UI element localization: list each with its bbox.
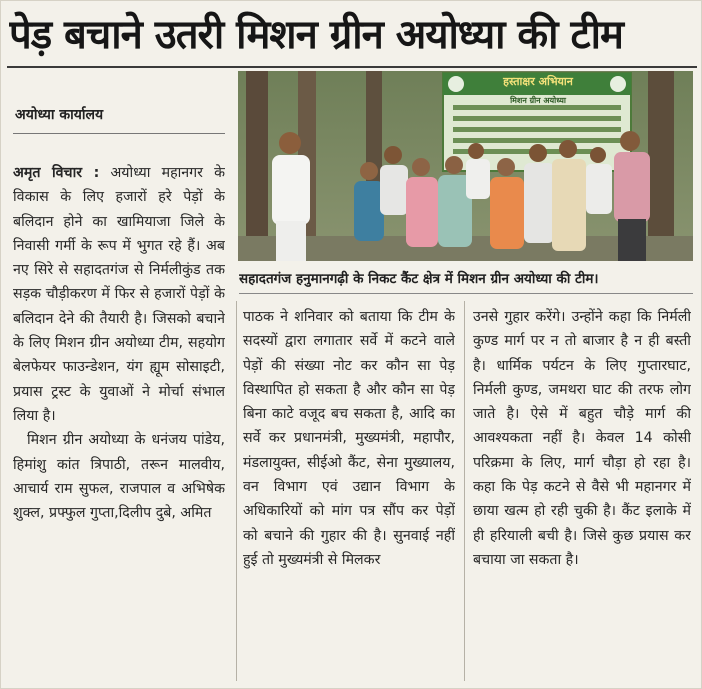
article-paragraph: मिशन ग्रीन अयोध्या के धनंजय पांडेय, हिमांशु कांत त्रिपाठी, तरून मालवीय, आचार्य राम सुफल, राजपाल व अभिषेक शुक्ल, प्रफ्फुल गुप्ता,दिलीप दुबे, अमित (13, 432, 225, 522)
person (406, 158, 438, 247)
banner-subtitle: मिशन ग्रीन अयोध्या (510, 96, 566, 105)
person (552, 140, 586, 251)
person (354, 162, 384, 241)
headline: पेड़ बचाने उतरी मिशन ग्रीन अयोध्या की टीम (9, 12, 623, 58)
article-lead: अमृत विचार : (13, 165, 100, 181)
headline-rule (7, 66, 697, 68)
dateline: अयोध्या कार्यालय (15, 107, 104, 123)
article-paragraph: अयोध्या महानगर के विकास के लिए हजारों हरे पेड़ों के बलिदान होने का खामियाजा जिले के निवासी गर्मी के रूप में भुगत रहे हैं। अब नए सिरे से सहादतगंज से निर्मलीकुंड तक सड़क चौड़ीकरण में फिर से हजारों पेड़ों के बलिदान देने की तैयारी है। जिसको बचाने के लिए मिशन ग्रीन अयोध्या टीम, सहयोग बेलफेयर फाउन्डेशन, यंग ह्यूम सोसाइटी, प्रयास ट्रस्ट के युवाओं ने मोर्चा संभाल लिया है। (13, 165, 225, 424)
news-photo (238, 71, 693, 261)
person (490, 158, 524, 249)
caption-rule (239, 293, 693, 294)
article-column-3 (473, 305, 691, 685)
photo-caption: सहादतगंज हनुमानगढ़ी के निकट कैंट क्षेत्र में मिशन ग्रीन अयोध्या की टीम। (239, 271, 599, 287)
person (614, 131, 650, 261)
article-paragraph: पाठक ने शनिवार को बताया कि टीम के सदस्यों द्वारा लगातार सर्वे में कटने वाले पेड़ों की संख्या नोट कर कौन सा पेड़ विस्थापित हो सकता है और कौन सा पेड़ बिना काटे वजूद बच सकता है, आदि का सर्वे कर प्रधानमंत्री, मुख्यमंत्री, महापौर, मंडलायुक्त, सीईओ कैंट, सेना मुख्यालय, वन विभाग एवं उद्यान विभाग के अधिकारियों को मांग पत्र सौंप कर पेड़ों को बचाने की गुहार की है। सुनवाई नहीं हुई तो मुख्यमंत्री से मिलकर (243, 309, 455, 568)
person (380, 146, 408, 215)
column-divider (236, 301, 237, 681)
people-group (238, 71, 693, 261)
person (272, 132, 310, 261)
article-column-1 (13, 161, 225, 686)
banner-title: हस्ताक्षर अभियान (503, 75, 573, 88)
person (524, 144, 554, 243)
article-column-2 (243, 305, 455, 685)
column-divider (464, 301, 465, 681)
person (466, 143, 490, 199)
article-paragraph: उनसे गुहार करेंगे। उन्होंने कहा कि निर्मली कुण्ड मार्ग पर न तो बाजार है न ही बस्ती है। धार्मिक पर्यटन के लिए गुप्तारघाट, निर्मली कुण्ड, जमथरा घाट की तरफ लोग जाते है। ऐसे में बहुत चौड़े मार्ग की आवश्यकता नहीं है। केवल 14 कोसी परिक्रमा के लिए, मार्ग चौड़ा हो रहा है। कहा कि पेड़ कटने से वैसे भी महानगर में छाया खत्म हो रही चुकी है। कैंट इलाके में ही हरियाली बची है। जिसे कुछ प्रयास कर बचाया जा सकता है। (473, 309, 691, 568)
dateline-rule (13, 133, 225, 134)
person (586, 147, 612, 214)
